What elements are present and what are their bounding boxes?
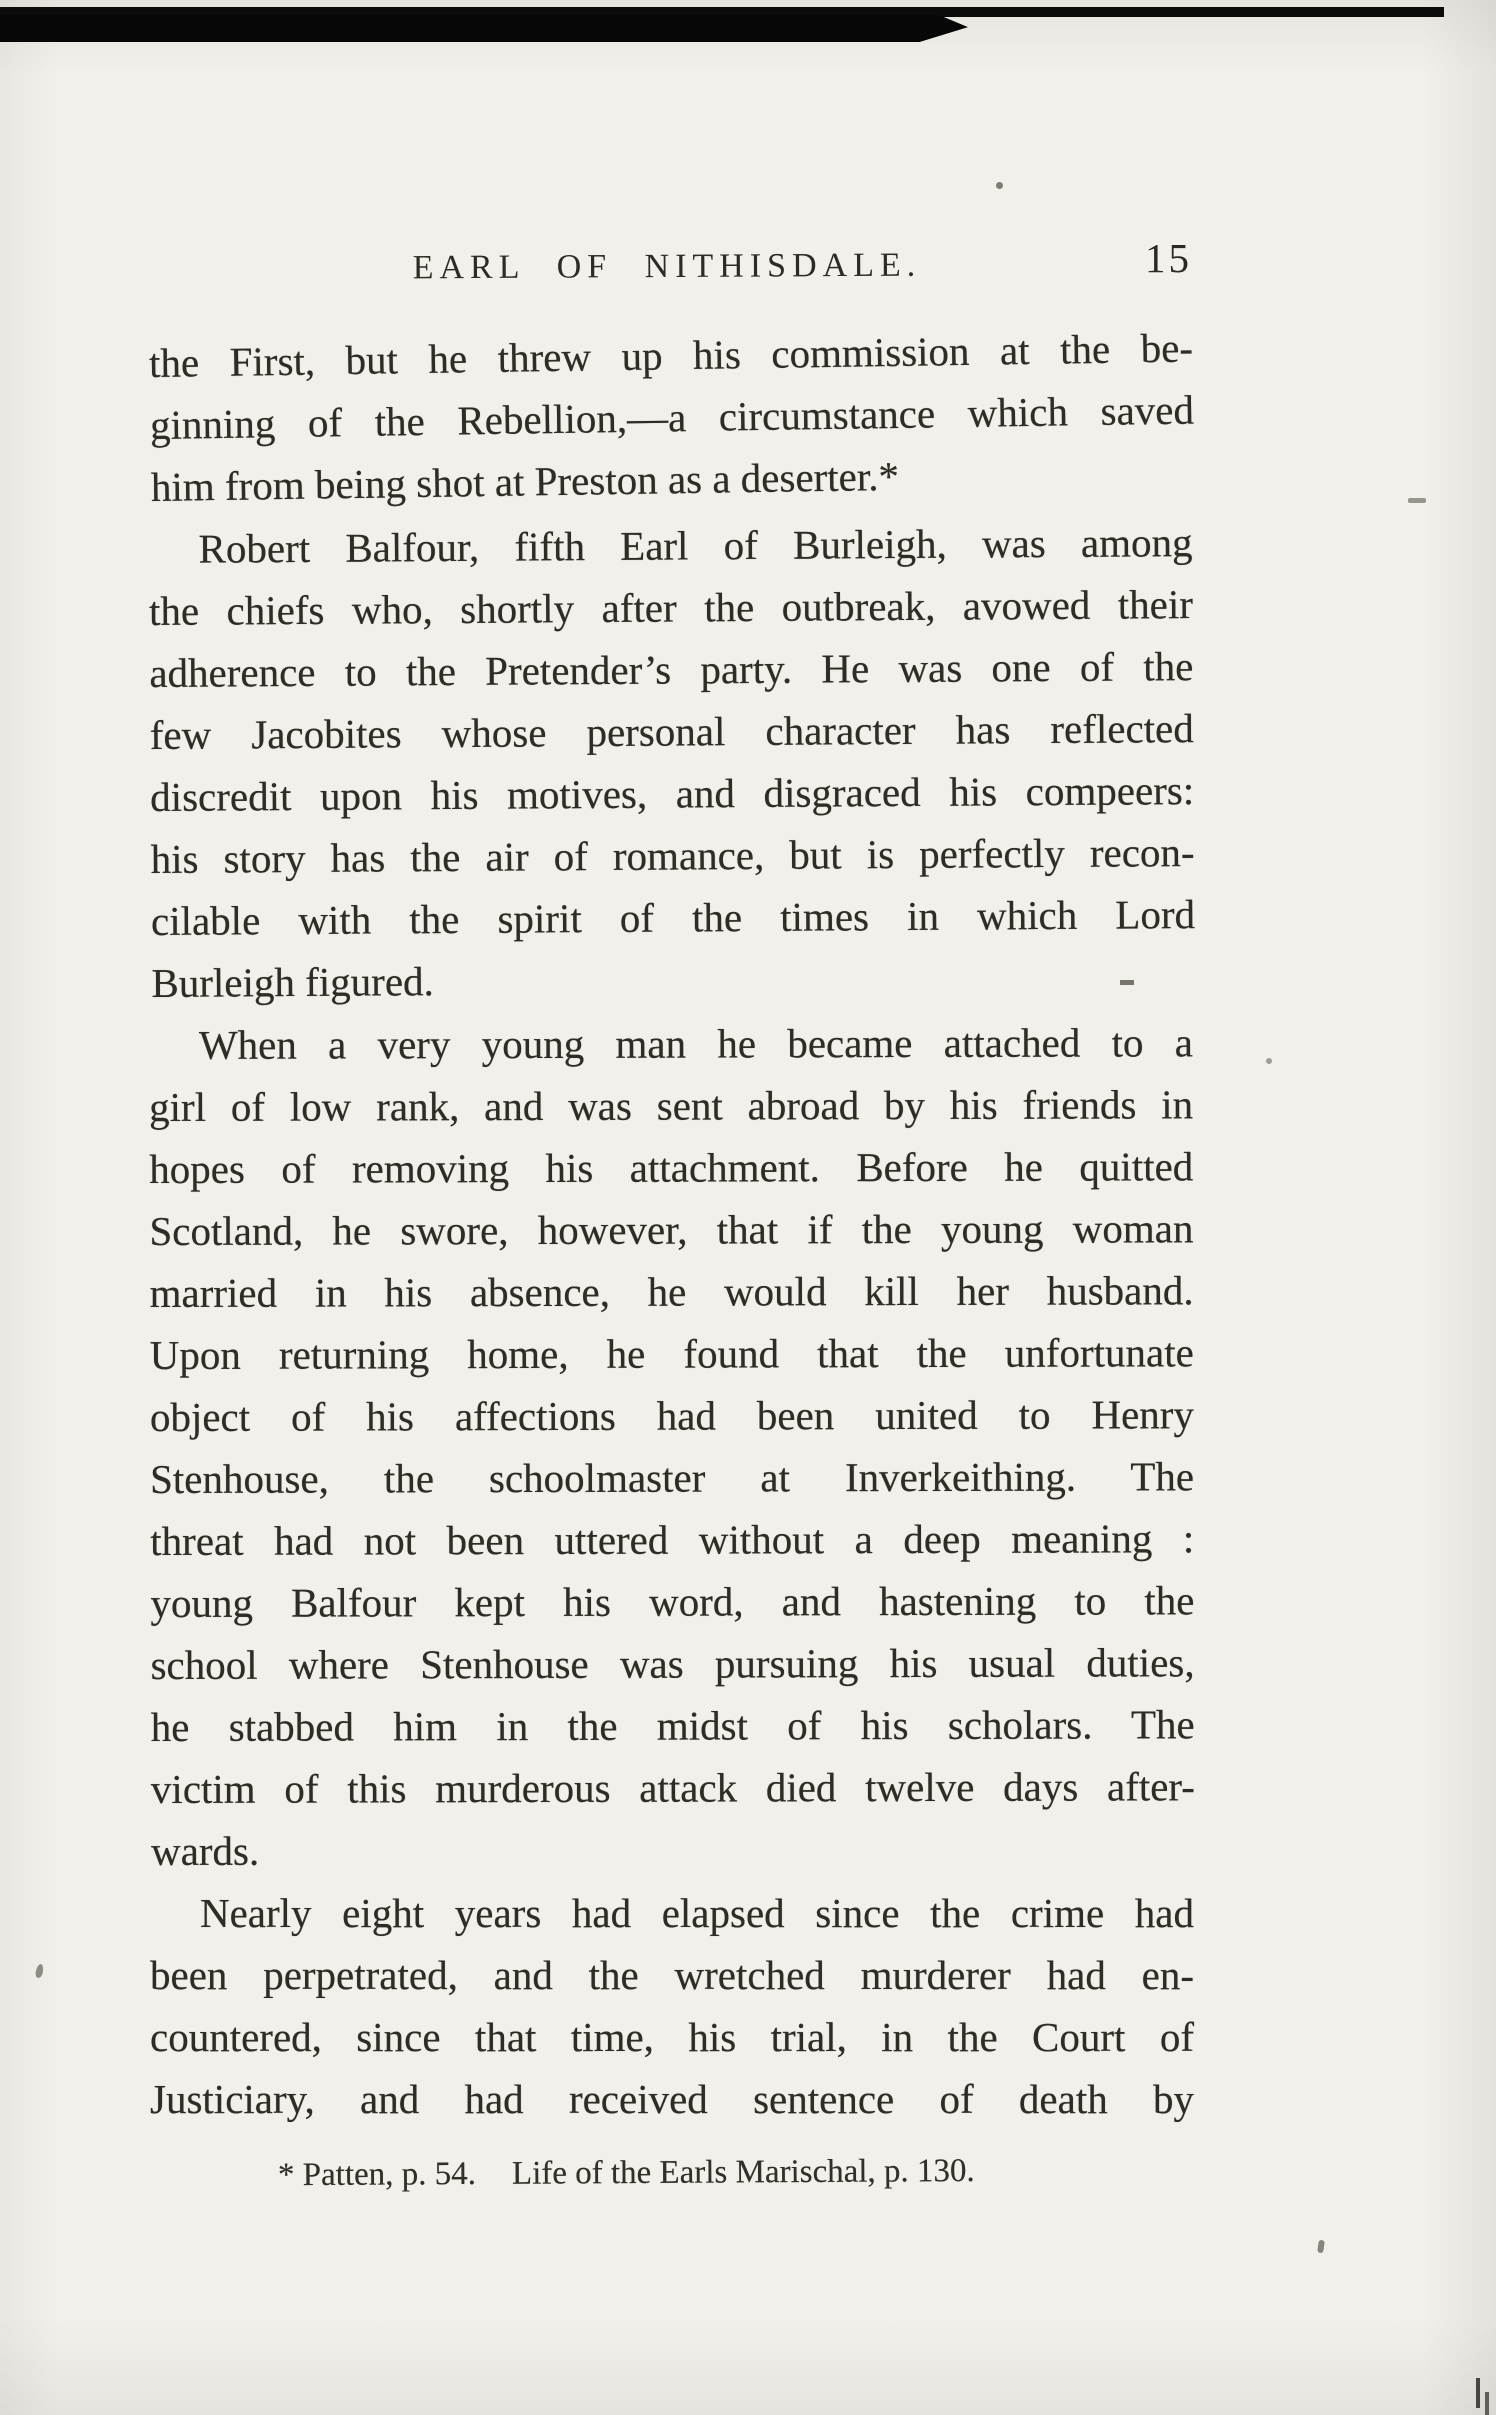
text-line: discredit upon his motives, and disgraced his compeers: xyxy=(150,767,1195,820)
text-line: Justiciary, and had received sentence of death by xyxy=(150,2076,1194,2122)
text-line: his story has the air of romance, but is perfectly recon- xyxy=(150,829,1195,882)
text-line: countered, since that time, his trial, in the Court of xyxy=(150,2014,1194,2060)
scan-speck xyxy=(1120,980,1134,985)
text-line: cilable with the spirit of the times in which Lord xyxy=(150,891,1196,944)
text-column xyxy=(148,235,1196,2195)
text-line: the chiefs who, shortly after the outbreak, avowed their xyxy=(148,581,1194,635)
footnote-citation-1: * Patten, p. 54. xyxy=(277,2156,477,2194)
text-line: wards. xyxy=(150,1827,260,1874)
scan-artifact-top-bar xyxy=(0,15,968,42)
running-title: EARL OF NITHISDALE. xyxy=(412,246,922,287)
paragraph xyxy=(149,1011,1195,1882)
text-line: girl of low rank, and was sent abroad by his friends in xyxy=(149,1081,1194,1131)
text-line: school where Stenhouse was pursuing his usual duties, xyxy=(150,1639,1195,1688)
scan-speck xyxy=(996,182,1003,189)
text-line: threat had not been uttered without a deep meaning : xyxy=(150,1515,1195,1564)
text-line: victim of this murderous attack died twelve days after- xyxy=(150,1763,1195,1812)
footnote-citation-2: Life of the Earls Marischal, p. 130. xyxy=(511,2152,975,2192)
scan-speck xyxy=(1317,2240,1325,2254)
paragraph xyxy=(148,511,1195,1014)
text-line: ginning of the Rebellion,—a circumstance which saved xyxy=(149,386,1195,448)
text-line: When a very young man he became attached to a xyxy=(198,1019,1194,1068)
text-line: hopes of removing his attachment. Before he quitted xyxy=(149,1143,1194,1193)
text-line: Stenhouse, the schoolmaster at Inverkeithing. The xyxy=(150,1453,1195,1502)
text-line: adherence to the Pretender’s party. He was one of the xyxy=(149,643,1194,697)
text-line: Scotland, he swore, however, that if the young woman xyxy=(149,1205,1194,1255)
scan-speck xyxy=(1476,2378,1480,2408)
text-line: Robert Balfour, fifth Earl of Burleigh, was among xyxy=(198,519,1193,572)
text-line: Nearly eight years had elapsed since the crime had xyxy=(200,1890,1194,1936)
text-line: young Balfour kept his word, and hastening to the xyxy=(150,1577,1195,1626)
text-line: the First, but he threw up his commission at the be- xyxy=(148,324,1194,387)
scan-speck xyxy=(35,1963,45,1978)
text-line: been perpetrated, and the wretched murderer had en- xyxy=(150,1952,1194,1998)
text-line: Upon returning home, he found that the unfortunate xyxy=(149,1329,1194,1379)
body-text xyxy=(148,324,1196,2130)
text-line: few Jacobites whose personal character has reflected xyxy=(149,705,1194,759)
scan-speck xyxy=(1485,2392,1489,2415)
text-line: he stabbed him in the midst of his scholars. The xyxy=(150,1701,1195,1750)
text-line: married in his absence, he would kill her husband. xyxy=(149,1267,1194,1317)
text-line: object of his affections had been united to Henry xyxy=(149,1391,1194,1440)
paragraph xyxy=(149,317,1196,518)
scan-speck xyxy=(1408,498,1426,503)
scan-speck xyxy=(1266,1058,1272,1064)
text-line: him from being shot at Preston as a deserter.* xyxy=(150,452,900,510)
paragraph xyxy=(150,1882,1194,2130)
page-number: 15 xyxy=(1145,235,1192,281)
footnote xyxy=(150,2152,1194,2195)
text-line: Burleigh figured. xyxy=(151,958,434,1006)
